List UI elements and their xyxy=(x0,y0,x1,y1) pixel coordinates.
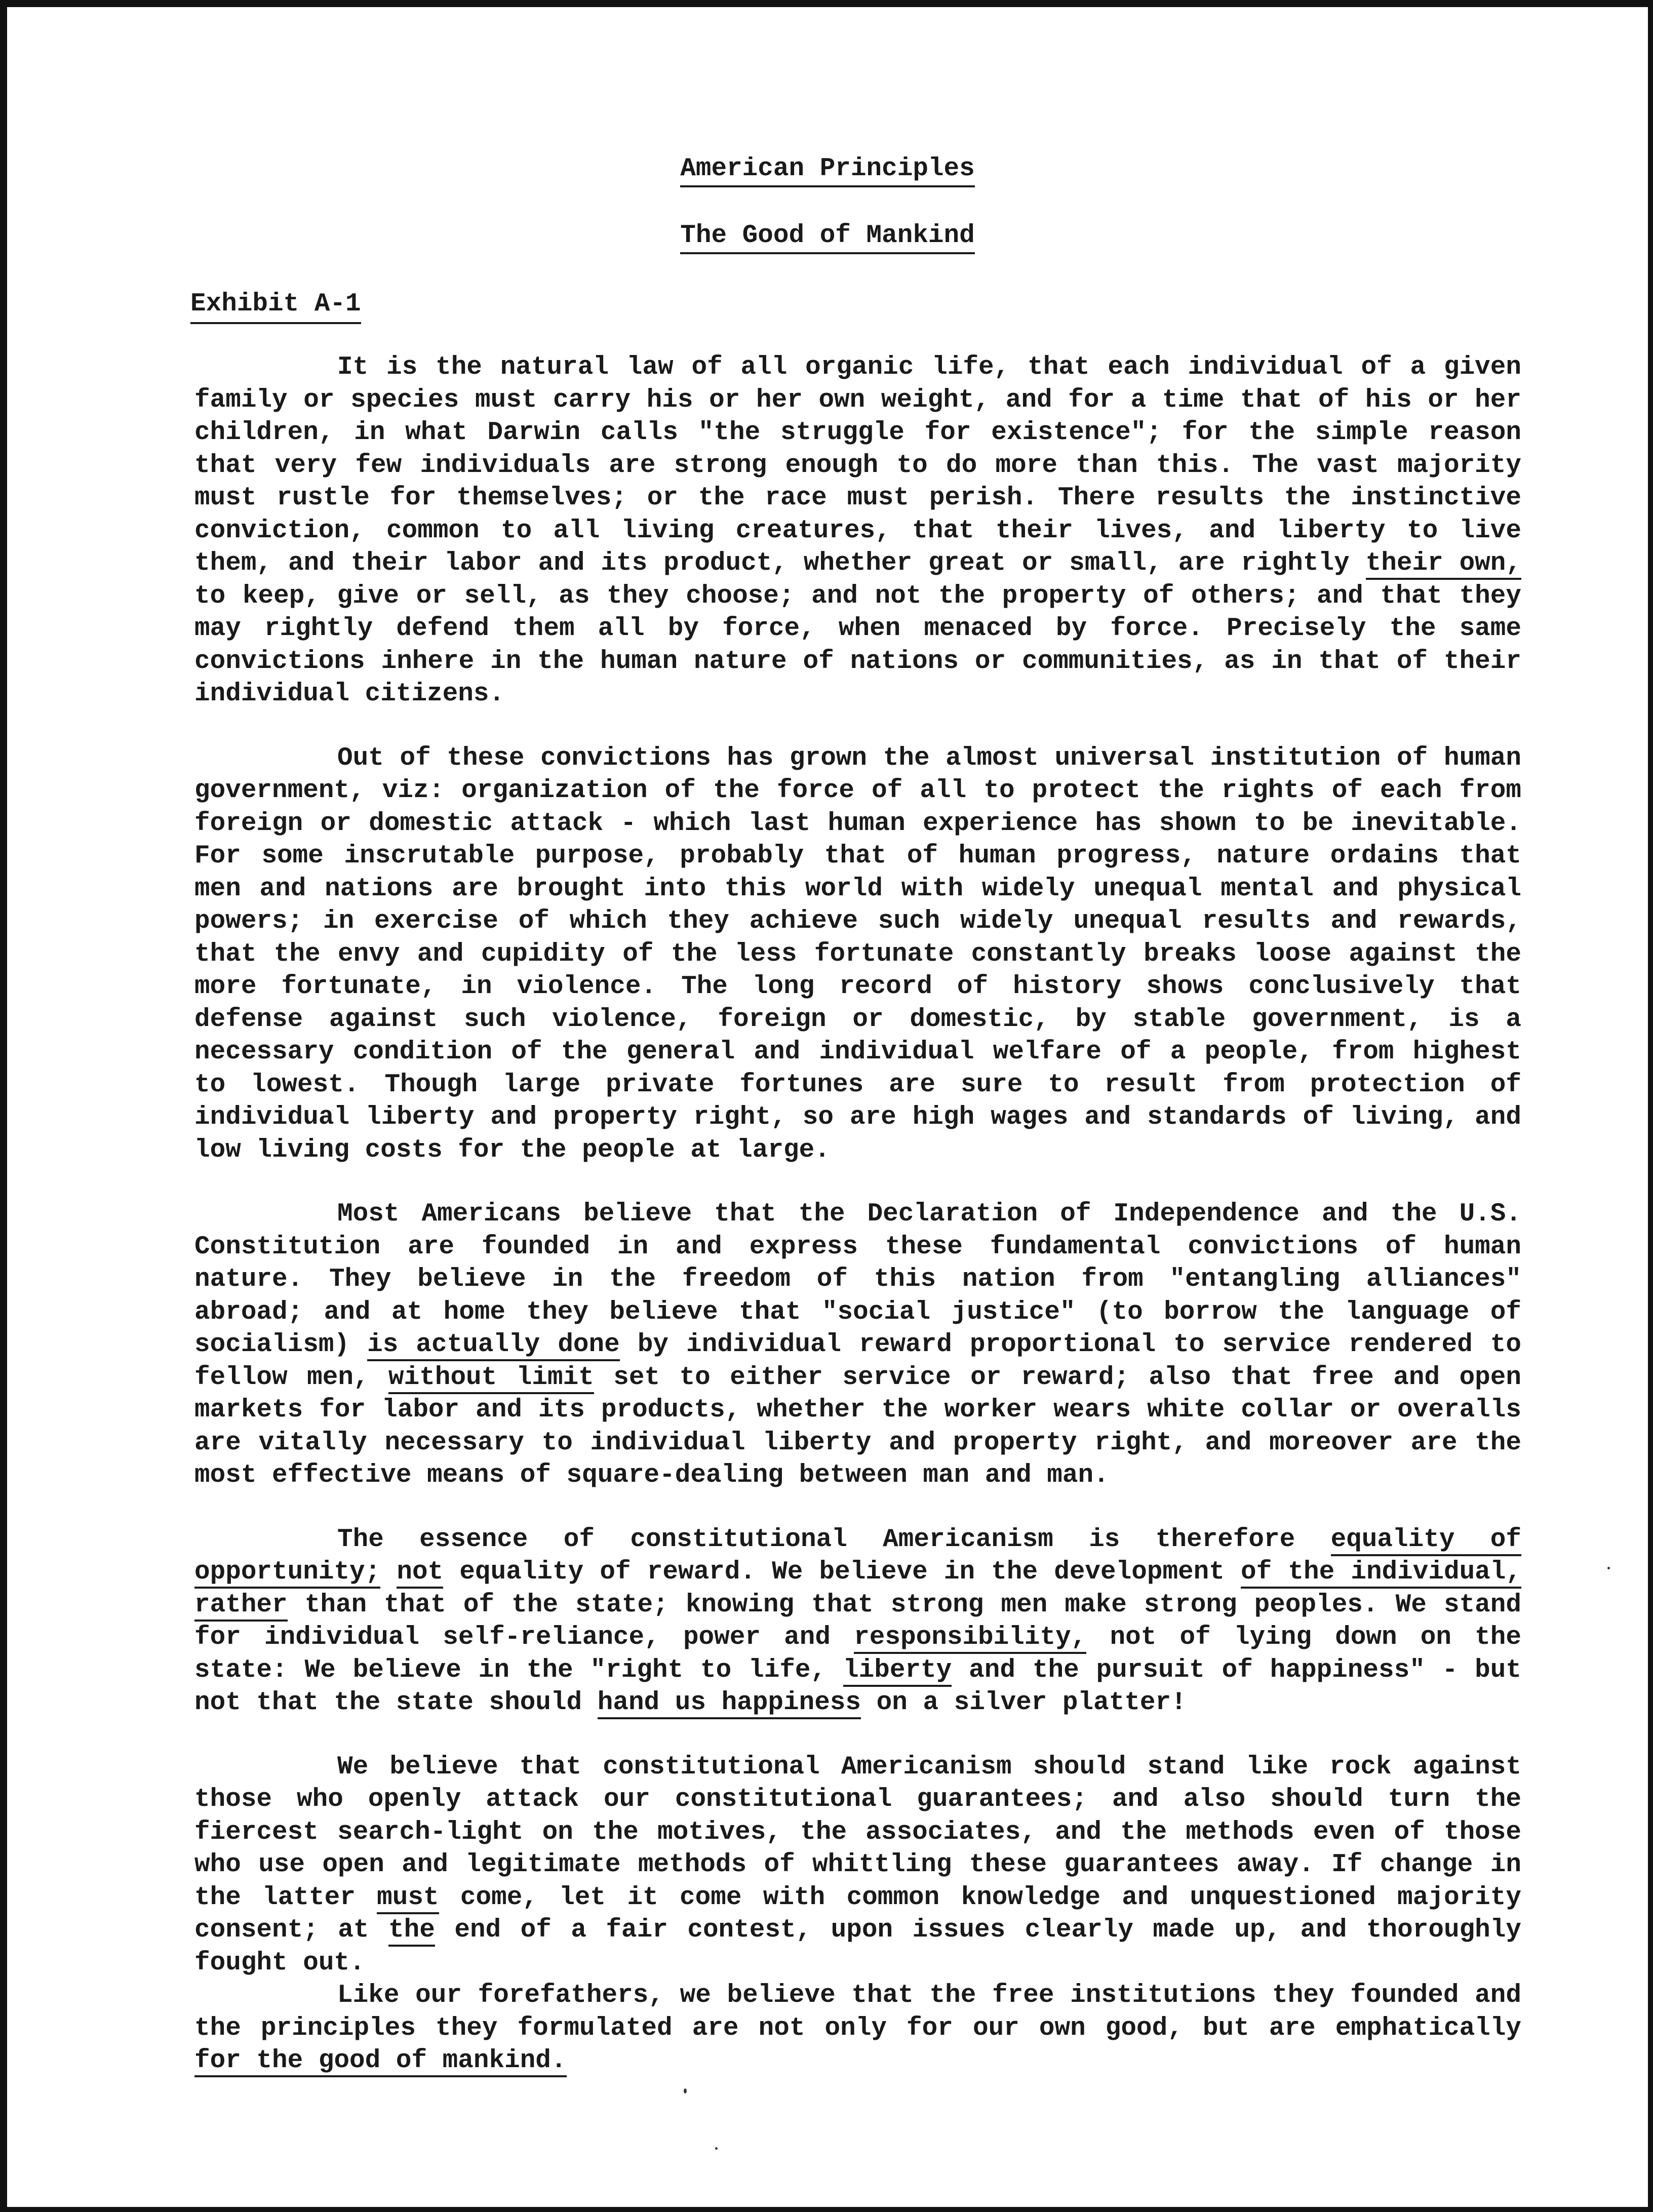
underlined-phrase: their own, xyxy=(1366,549,1521,580)
underlined-phrase: not xyxy=(397,1558,443,1589)
document-title: American Principles xyxy=(7,153,1648,186)
underlined-phrase: rather xyxy=(194,1591,288,1622)
paragraph-4: The essence of constitutional Americanism is therefore equality of opportunity; not equality of reward. We believe in the development of the individual, rather than that of the state; knowing that strong men make strong peoples. We stand for individual self-reliance, power and responsibility, not of lying down on the state: We believe in the "right to life, liberty and the pursuit of happiness" - but not that the state should hand us happiness on a silver platter! xyxy=(194,1524,1521,1720)
underlined-phrase: for the good of mankind. xyxy=(194,2046,567,2077)
paragraph-2: Out of these convictions has grown the almost universal institution of human government, viz: organization of the force of all to protect the rights of each from foreign or domestic attack - which last human experience has shown to be inevitable. For some inscrutable purpose, probably that of human progress, nature ordains that men and nations are brought into this world with widely unequal mental and physical powers; in exercise of which they achieve such widely unequal results and rewards, that the envy and cupidity of the less fortunate constantly breaks loose against the more fortunate, in violence. The long record of history shows conclusively that defense against such violence, foreign or domestic, by stable government, is a necessary condition of the general and individual welfare of a people, from highest to lowest. Though large private fortunes are sure to result from protection of individual liberty and property right, so are high wages and standards of living, and low living costs for the people at large. xyxy=(194,743,1521,1165)
underlined-phrase: liberty xyxy=(843,1656,952,1687)
document-body xyxy=(194,351,1521,2078)
paragraph-1: It is the natural law of all organic life, that each individual of a given family or species must carry his or her own weight, and for a time that of his or her children, in what Darwin calls "the struggle for existence"; for the simple reason that very few individuals are strong enough to do more than this. The vast majority must rustle for themselves; or the race must perish. There results the instinctive conviction, common to all living creatures, that their lives, and liberty to live them, and their labor and its product, whether great or small, are rightly their own, to keep, give or sell, as they choose; and not the property of others; and that they may rightly defend them all by force, when menaced by force. Precisely the same convictions inhere in the human nature of nations or communities, as in that of their individual citizens. xyxy=(194,353,1522,708)
paragraph-6: Like our forefathers, we believe that the free institutions they founded and the principles they formulated are not only for our own good, but are emphatically for the good of mankind. xyxy=(194,1980,1521,2078)
paragraph-5: We believe that constitutional Americanism should stand like rock against those who openly attack our constitutional guarantees; and also should turn the fiercest search-light on the motives, the associates, and the methods even of those who use open and legitimate methods of whittling these guarantees away. If change in the latter must come, let it come with common knowledge and unquestioned majority consent; at the end of a fair contest, upon issues clearly made up, and thoroughly fought out. xyxy=(194,1752,1521,1978)
underlined-phrase: responsibility, xyxy=(854,1623,1086,1654)
underlined-phrase: is actually done xyxy=(367,1330,620,1361)
underlined-phrase: without limit xyxy=(388,1363,594,1394)
scan-speck xyxy=(715,2147,718,2150)
paragraph-3: Most Americans believe that the Declaration of Independence and the U.S. Constitution are founded in and express these fundamental convictions of human nature. They believe in the freedom of this nation from "entangling alliances" abroad; and at home they believe that "social justice" (to borrow the language of socialism) is actually done by individual reward proportional to service rendered to fellow men, without limit set to either service or reward; also that free and open markets for labor and its products, whether the worker wears white collar or overalls are vitally necessary to individual liberty and property right, and moreover are the most effective means of square-dealing between man and man. xyxy=(194,1200,1521,1490)
scan-speck xyxy=(1607,1567,1610,1569)
underlined-phrase: hand us happiness xyxy=(598,1688,861,1719)
underlined-phrase: equality of opportunity; xyxy=(194,1525,1521,1589)
exhibit-label: Exhibit A-1 xyxy=(190,288,361,324)
underlined-phrase: of the individual, xyxy=(1241,1558,1521,1589)
document-subtitle: The Good of Mankind xyxy=(7,220,1648,253)
scan-speck xyxy=(684,2088,687,2094)
underlined-phrase: the xyxy=(388,1916,435,1947)
underlined-phrase: must xyxy=(377,1883,439,1914)
